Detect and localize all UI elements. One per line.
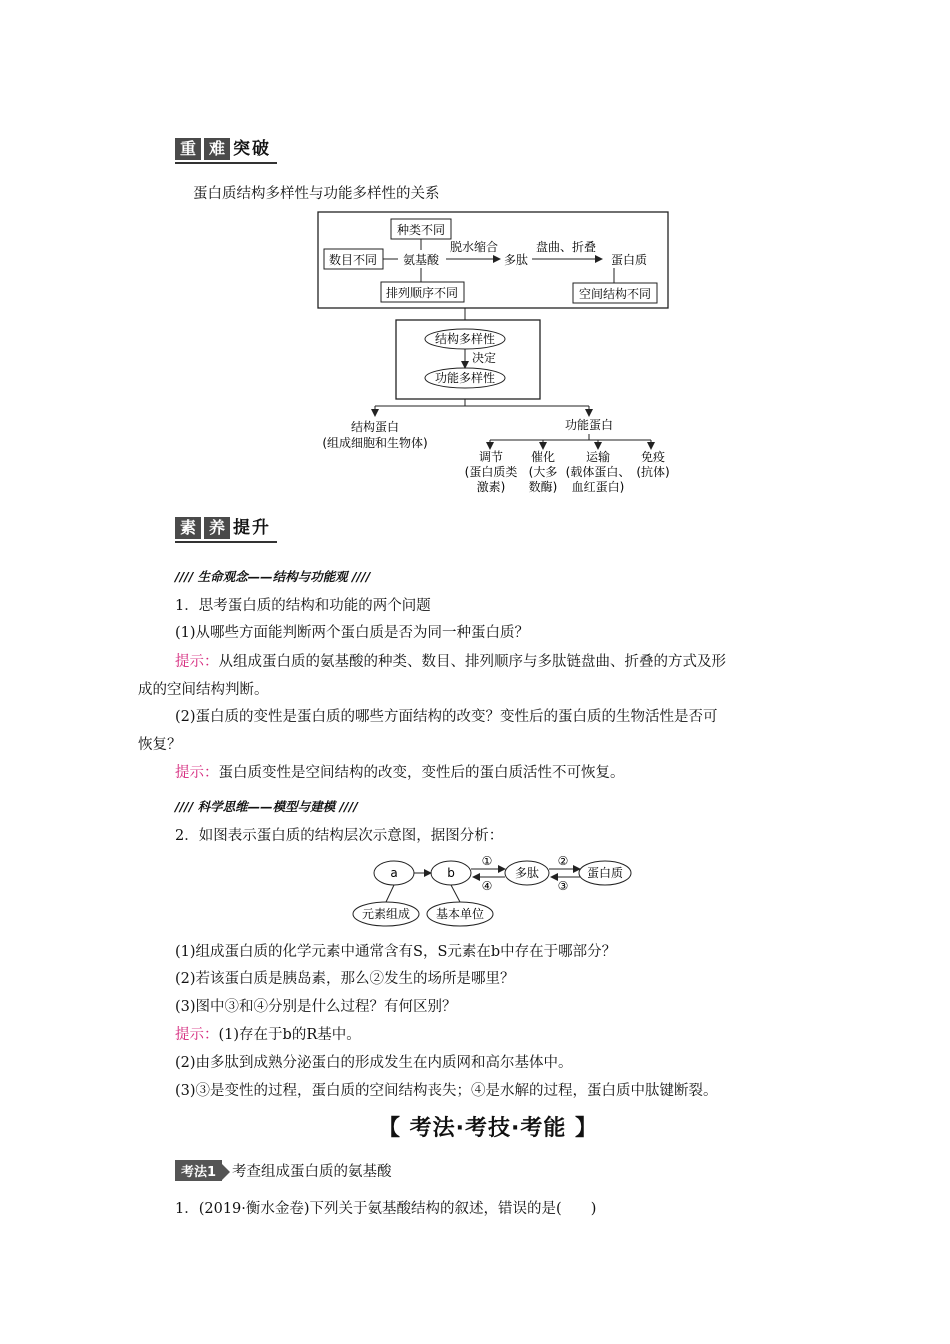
section-header-literacy (175, 517, 271, 543)
answer-1-2 (175, 761, 625, 782)
struct-protein-label: 结构蛋白 (350, 420, 400, 434)
exam-question-1: 1．(2019·衡水金卷)下列关于氨基酸结构的叙述，错误的是( ) (175, 1201, 597, 1217)
hint-label: 提示： (175, 654, 219, 670)
kinds-label: 种类不同 (396, 223, 446, 237)
hint-label: 提示： (175, 765, 219, 781)
exam-method-text: 考查组成蛋白质的氨基酸 (232, 1164, 392, 1180)
transport-note: 血红蛋白) (571, 480, 625, 494)
subheading-life-concept: //// 生命观念——结构与功能观 //// (175, 569, 371, 584)
dehydration-label: 脱水缩合 (449, 240, 499, 254)
step-3-label: ③ (557, 879, 569, 893)
question-1-1: (1)从哪些方面能判断两个蛋白质是否为同一种蛋白质？ (175, 625, 530, 641)
question-2: 2．如图表示蛋白质的结构层次示意图，据图分析： (175, 828, 504, 844)
answer-1-1 (175, 650, 726, 671)
struct-diversity-label: 结构多样性 (434, 332, 496, 346)
node-unit-label: 基本单位 (435, 907, 485, 921)
folding-label: 盘曲、折叠 (535, 240, 597, 254)
tag-arrow-icon (222, 1164, 230, 1180)
immune-label: 免疫 (640, 450, 666, 464)
subheading-text: 科学思维——模型与建模 (197, 799, 336, 814)
header-char: 重 (175, 138, 201, 160)
answer-2-1 (175, 1023, 361, 1044)
subheading-text: 生命观念——结构与功能观 (197, 569, 348, 584)
subheading-scientific-thinking: //// 科学思维——模型与建模 //// (175, 799, 358, 814)
answer-2-3: (3)③是变性的过程，蛋白质的空间结构丧失；④是水解的过程，蛋白质中肽键断裂。 (175, 1083, 718, 1099)
header-char: 破 (252, 139, 269, 159)
step-2-label: ② (557, 854, 569, 868)
header-char: 突 (233, 139, 250, 159)
node-a-label: a (390, 866, 398, 880)
question-2-3: (3)图中③和④分别是什么过程？有何区别？ (175, 999, 457, 1015)
catalyze-note: 数酶) (528, 480, 558, 494)
question-2-1: (1)组成蛋白质的化学元素中通常含有S，S元素在b中存在于哪部分？ (175, 944, 617, 960)
exam-section-title: 【 考法·考技·考能 】 (378, 1116, 599, 1141)
order-label: 排列顺序不同 (385, 286, 459, 300)
amino-acid-label: 氨基酸 (402, 253, 440, 267)
immune-note: (抗体) (636, 465, 670, 479)
regulate-note: 激素) (476, 480, 506, 494)
hint-label: 提示： (175, 1027, 219, 1043)
answer-2-2: (2)由多肽到成熟分泌蛋白的形成发生在内质网和高尔基体中。 (175, 1055, 573, 1071)
func-diversity-label: 功能多样性 (434, 371, 496, 385)
protein-hierarchy-diagram (0, 852, 950, 932)
answer-text: 从组成蛋白质的氨基酸的种类、数目、排列顺序与多肽链盘曲、折叠的方式及形 (218, 654, 726, 670)
transport-label: 运输 (585, 450, 611, 464)
exam-method-tag: 考法1 (175, 1160, 222, 1181)
protein-label: 蛋白质 (610, 253, 648, 267)
transport-note: (载体蛋白、 (565, 465, 631, 479)
question-1-2: (2)蛋白质的变性是蛋白质的哪些方面结构的改变？变性后的蛋白质的生物活性是否可 (175, 709, 718, 725)
header-char: 难 (204, 138, 230, 160)
catalyze-label: 催化 (530, 450, 556, 464)
node-b-label: b (447, 866, 455, 880)
regulate-label: 调节 (478, 450, 504, 464)
answer-text: 蛋白质变性是空间结构的改变，变性后的蛋白质活性不可恢复。 (218, 765, 625, 781)
question-2-2: (2)若该蛋白质是胰岛素，那么②发生的场所是哪里？ (175, 971, 515, 987)
header-char: 养 (204, 517, 230, 539)
polypeptide-label: 多肽 (503, 253, 529, 267)
node-protein-label: 蛋白质 (586, 866, 624, 880)
step-4-label: ④ (481, 879, 493, 893)
struct-protein-note: (组成细胞和生物体) (322, 436, 428, 450)
func-protein-label: 功能蛋白 (564, 418, 614, 432)
catalyze-note: (大多 (528, 465, 558, 479)
regulate-note: (蛋白质类 (464, 465, 518, 479)
step-1-label: ① (481, 854, 493, 868)
number-label: 数目不同 (328, 253, 378, 267)
decides-label: 决定 (471, 351, 497, 365)
question-1-2-cont: 恢复？ (138, 737, 182, 753)
header-char: 升 (252, 518, 269, 538)
header-char: 提 (233, 518, 250, 538)
question-1: 1．思考蛋白质的结构和功能的两个问题 (175, 598, 431, 614)
answer-1-1-cont: 成的空间结构判断。 (138, 682, 269, 698)
exam-method-tag-row (175, 1160, 392, 1181)
section1-title: 蛋白质结构多样性与功能多样性的关系 (193, 186, 440, 202)
node-elements-label: 元素组成 (361, 907, 411, 921)
header-underline (175, 541, 277, 543)
header-char: 素 (175, 517, 201, 539)
spatial-label: 空间结构不同 (578, 287, 652, 301)
protein-diversity-diagram (0, 0, 950, 510)
node-polypeptide-label: 多肽 (514, 866, 540, 880)
answer-text: (1)存在于b的R基中。 (218, 1027, 361, 1043)
